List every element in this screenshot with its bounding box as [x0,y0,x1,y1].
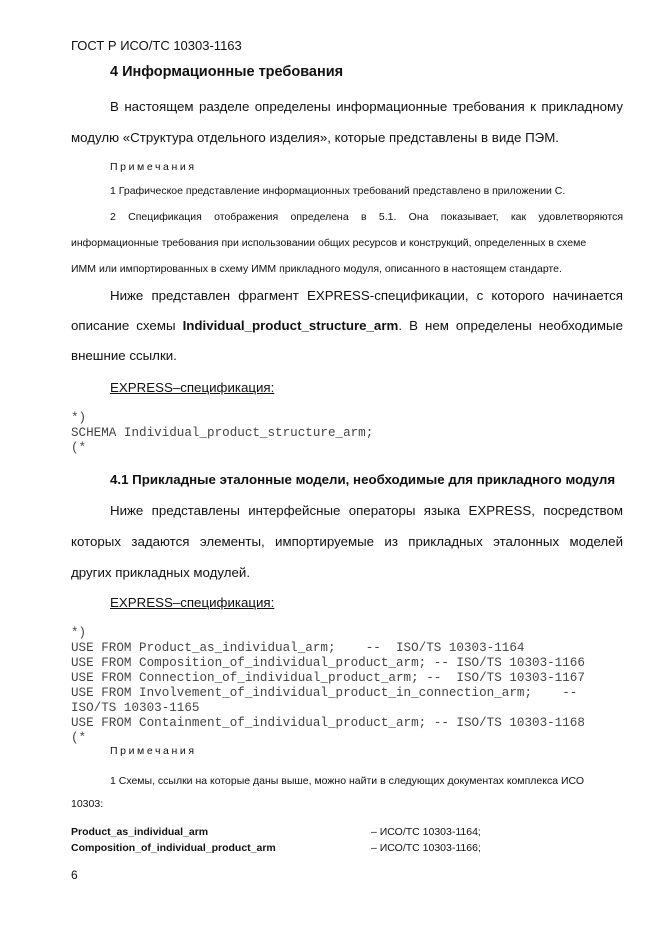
code2-line-5: USE FROM Involvement_of_individual_product_in_connection_arm; -- [71,686,578,700]
page-number: 6 [71,868,78,882]
page-header: ГОСТ Р ИСО/ТС 10303-1163 [71,38,242,53]
note-item-2-line-1: 2 Спецификация отображения определена в 5.1. Она показывает, как удовлетворяются [110,211,623,223]
note-title: Примечания [110,161,197,173]
section-title: 4 Информационные требования [110,64,344,80]
para2-line-2 [71,318,623,333]
para2-line-3: внешние ссылки. [71,348,177,363]
code1-line-1: *) [71,411,87,425]
note-item-2-line-2: информационные требования при использовании общих ресурсов и конструкций, определенных в схеме [71,237,587,249]
subsection-title: 4.1 Прикладные эталонные модели, необходимые для прикладного модуля [110,472,616,487]
code1-line-2: SCHEMA Individual_product_structure_arm; [71,426,374,440]
reference-name-1: Product_as_individual_arm [71,826,209,838]
intro-line-2: модулю «Структура отдельного изделия», которые представлены в виде ПЭМ. [71,130,559,145]
note-item-2-line-3: ИММ или импортированных в схему ИММ прикладного модуля, описанного в настоящем стандарте. [71,263,562,275]
para3-line-1: Ниже представлены интерфейсные операторы языка EXPRESS, посредством [110,503,623,518]
intro-line-1: В настоящем разделе определены информационные требования к прикладному [110,99,623,114]
express-label-2: EXPRESS–спецификация: [110,595,275,610]
code2-line-2: USE FROM Product_as_individual_arm; -- ISO/TS 10303-1164 [71,641,525,655]
para2-line-2-pre: описание схемы [71,318,176,333]
code1-line-3: (* [71,441,87,455]
para2-line-1: Ниже представлен фрагмент EXPRESS-спецификации, с которого начинается [110,288,623,303]
code2-line-4: USE FROM Connection_of_individual_product_arm; -- ISO/TS 10303-1167 [71,671,585,685]
code2-line-6: ISO/TS 10303-1165 [71,701,200,715]
code2-line-1: *) [71,626,87,640]
code2-line-3: USE FROM Composition_of_individual_product_arm; -- ISO/TS 10303-1166 [71,656,585,670]
schema-name: Individual_product_structure_arm [182,318,399,333]
reference-name-2: Composition_of_individual_product_arm [71,842,276,854]
note-item-1: 1 Графическое представление информационных требований представлено в приложении С. [110,185,566,197]
para3-line-2: которых задаются элементы, импортируемые из прикладных эталонных моделей [71,534,623,549]
para3-line-3: других прикладных модулей. [71,565,251,580]
reference-doc-2: – ИСО/ТС 10303-1166; [371,842,481,854]
para2-line-2-post: . В нем определены необходимые [398,318,623,333]
code2-line-7: USE FROM Containment_of_individual_product_arm; -- ISO/TS 10303-1168 [71,716,585,730]
note2-title: Примечания [110,745,197,757]
note2-item-1-line-1: 1 Схемы, ссылки на которые даны выше, можно найти в следующих документах комплекса ИСО [110,775,585,787]
express-label-1: EXPRESS–спецификация: [110,380,275,395]
code2-line-8: (* [71,731,87,745]
reference-doc-1: – ИСО/ТС 10303-1164; [371,826,481,838]
note2-item-1-line-2: 10303: [71,798,104,810]
